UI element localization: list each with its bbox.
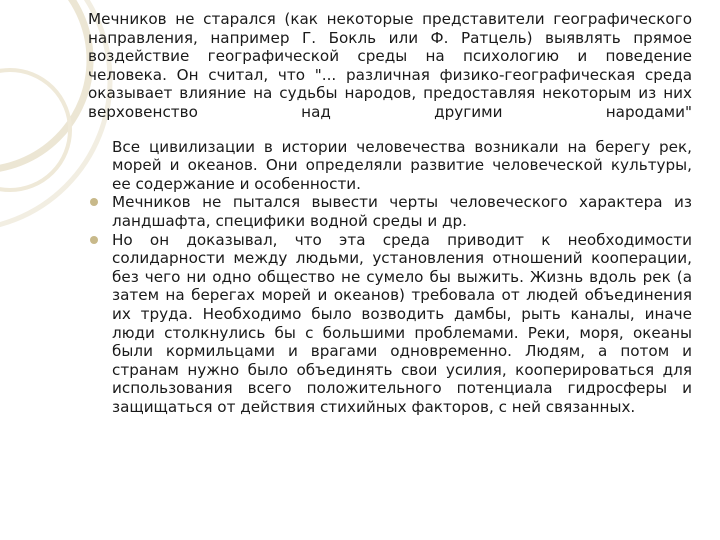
bullet-icon	[90, 198, 98, 206]
bullet-text: Но он доказывал, что эта среда приводит к необходимости солидарности между людьми, установления отношений кооперации, без чего ни одно общество не сумело бы выжить. Жизнь вдоль рек (а затем на берегах морей и океанов) требовала от людей объединения их труда. Необходимо было возводить дамбы, рыть каналы, иначе люди столкнулись бы с большими проблемами. Реки, моря, океаны были кормильцами и врагами одновременно. Людям, а потом и странам нужно было объединять свои усилия, кооперироваться для использования всего положительного потенциала гидросферы и защищаться от действия стихийных факторов, с ней связанных.	[112, 230, 692, 416]
bullet-icon	[90, 236, 98, 244]
bullet-text: Мечников не пытался вывести черты человеческого характера из ландшафта, специфики водной среды и др.	[112, 193, 692, 230]
paragraph-civilizations: Все цивилизации в истории человечества возникали на берегу рек, морей и океанов. Они определяли развитие человеческой культуры, ее содержание и особенности.	[112, 137, 692, 193]
bullet-item-character	[88, 193, 692, 230]
paragraph-mechnikov-quote: Мечников не старался (как некоторые представители географического направления, например Г. Бокль или Ф. Ратцель) выявлять прямое воздействие географической среды на психологию и поведение человека. Он считал, что "... различная физико-географическая среда оказывает влияние на судьбы народов, предоставляя некоторым из них верховенство над другими народами"	[88, 10, 692, 121]
slide-content	[88, 10, 692, 416]
spacer	[88, 122, 692, 138]
bullet-item-solidarity	[88, 231, 692, 417]
